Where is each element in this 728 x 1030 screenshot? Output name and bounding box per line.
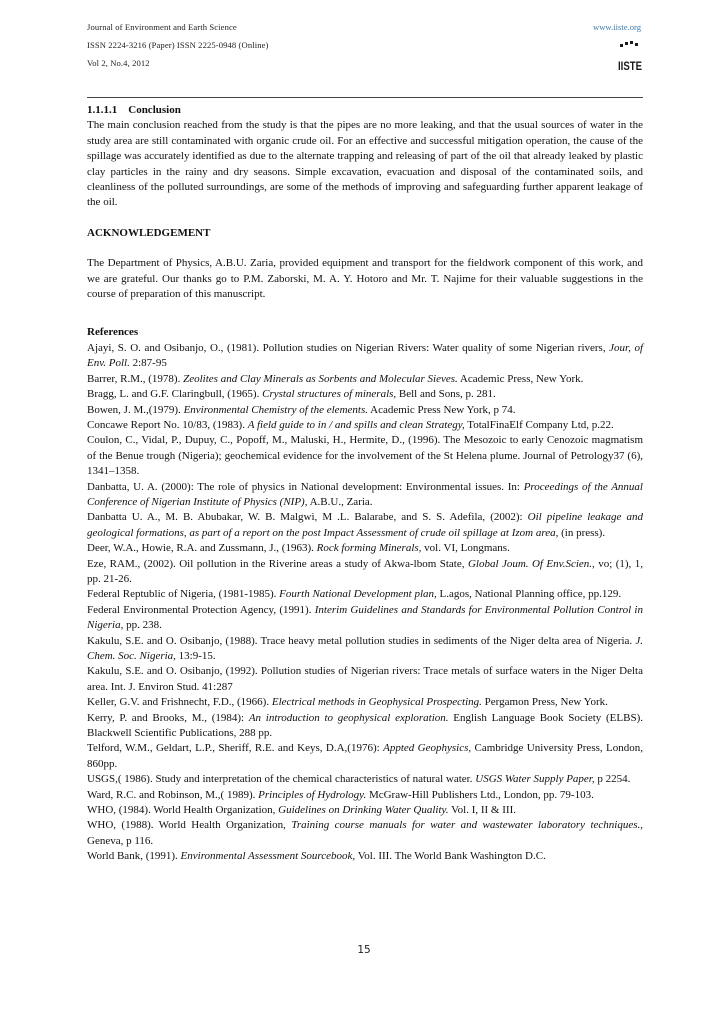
reference-source-title: Fourth National Development plan,: [279, 588, 437, 601]
header-rule: [87, 97, 643, 98]
reference-text: (in press).: [558, 526, 606, 539]
reference-source-title: Proceedings of the Annual Conference of Nigerian Institute of Physics (NIP),: [87, 480, 643, 508]
page-content: [87, 103, 643, 865]
reference-text: Kakulu, S.E. and O. Osibanjo, (1988). Trace heavy metal pollution studies in sediments of the Niger delta area of Nigeria.: [87, 634, 636, 647]
reference-entry: [87, 741, 643, 772]
reference-entry: [87, 587, 643, 602]
reference-text: Keller, G.V. and Frishnecht, F.D., (1966).: [87, 696, 272, 709]
reference-text: vol. VI, Longmans.: [421, 542, 510, 555]
reference-text: Ajayi, S. O. and Osibanjo, O., (1981). Pollution studies on Nigerian Rivers: Water quality of some Nigerian rivers,: [87, 341, 610, 354]
conclusion-body: The main conclusion reached from the study is that the pipes are no more leaking, and that the usual sources of water in the study area are still contaminated with organic crude oil. For an effective and successful mitigation operation, the cause of the spillage was accurately identified as due to the alternate trapping and releasing of part of the oil that already leaked by plastic clay particles in the rainy and dry seasons. Simple excavation, evacuation and disposal of the contaminated soils, and cleanliness of the polluted surroundings, are some of the methods of improving and safeguarding further apparent leakage of the oil.: [87, 119, 643, 209]
reference-text: 2:87-95: [129, 357, 167, 370]
reference-text: Geneva, p 116.: [87, 834, 154, 847]
reference-entry: [87, 711, 643, 742]
reference-entry: [87, 541, 643, 556]
reference-source-title: Global Joum. Of Env.Scien.,: [467, 557, 595, 570]
reference-entry: [87, 403, 643, 418]
reference-entry: [87, 664, 643, 695]
section-number: 1.1.1.1: [87, 104, 118, 116]
reference-entry: [87, 788, 643, 803]
reference-text: English Language Book Society (ELBS). Blackwell Scientific Publications, 288 pp.: [87, 711, 643, 740]
issn-line: ISSN 2224-3216 (Paper) ISSN 2225-0948 (Online): [87, 40, 269, 50]
reference-source-title: Environmental Chemistry of the elements.: [183, 403, 368, 416]
reference-source-title: Oil pipeline leakage and geological formations, as part of a report on the post Impact Assessment of crude oil spillage at Izom area,: [87, 511, 643, 539]
conclusion-heading: [87, 103, 643, 118]
reference-source-title: A field guide to in / and spills and clean Strategy,: [247, 418, 465, 431]
reference-entry: [87, 433, 643, 479]
reference-entry: [87, 387, 643, 402]
page-number: 15: [357, 944, 371, 956]
reference-entry: [87, 603, 643, 634]
reference-text: Ward, R.C. and Robinson, M.,( 1989).: [87, 788, 259, 801]
reference-source-title: Jour, of Env. Poll.: [87, 341, 643, 370]
reference-text: Deer, W.A., Howie, R.A. and Zussmann, J., (1963).: [87, 542, 317, 555]
reference-source-title: Interim Guidelines and Standards for Environmental Pollution Control in Nigeria,: [87, 603, 643, 632]
reference-list: [87, 341, 643, 865]
reference-text: Kakulu, S.E. and O. Osibanjo, (1992). Pollution studies of Nigerian rivers: Trace metals of surface waters in the Niger Delta area. Int. J. Environ Stud. 41:287: [87, 665, 643, 693]
reference-source-title: Crystal structures of minerals,: [262, 388, 397, 401]
reference-text: Academic Press, New York.: [457, 372, 584, 385]
reference-entry: [87, 818, 643, 849]
reference-text: Federal Reptublic of Nigeria, (1981-1985).: [87, 588, 280, 601]
reference-entry: [87, 510, 643, 541]
reference-text: World Bank, (1991).: [87, 850, 181, 863]
reference-text: Coulon, C., Vidal, P., Dupuy, C., Popoff, M., Maluski, H., Hermite, D., (1996). The Mesozoic to early Cenozoic magmatism of the Benue trough (Nigeria); geochemical evidence for the involvement of the St Helena plume. Journal of Petrology37 (6), 1341–1358.: [87, 434, 643, 478]
reference-source-title: Rock forming Minerals,: [316, 542, 422, 555]
reference-text: vo; (1), 1, pp. 21-26.: [87, 557, 643, 585]
volume-line: Vol 2, No.4, 2012: [87, 58, 150, 68]
reference-entry: [87, 803, 643, 818]
reference-source-title: Zeolites and Clay Minerals as Sorbents and Molecular Sieves.: [183, 372, 458, 385]
running-header: [87, 18, 643, 86]
reference-entry: [87, 480, 643, 511]
reference-source-title: Principles of Hydrology.: [258, 788, 367, 801]
reference-entry: [87, 372, 643, 387]
reference-source-title: An introduction to geophysical exploration.: [248, 711, 449, 724]
reference-text: USGS,( 1986). Study and interpretation of the chemical characteristics of natural water.: [87, 773, 476, 786]
acknowledgement-body: The Department of Physics, A.B.U. Zaria, provided equipment and transport for the fieldwork component of this work, and we are grateful. Our thanks go to P.M. Zaborski, M. A. Y. Hotoro and Mr. T. Najime for their valuable suggestions in the course of preparation of this manuscript.: [87, 257, 643, 301]
journal-name: Journal of Environment and Earth Science: [87, 22, 237, 32]
iiste-logo: [617, 40, 643, 80]
reference-text: WHO, (1984). World Health Organization,: [87, 804, 279, 817]
reference-text: Bell and Sons, p. 281.: [396, 388, 496, 401]
reference-text: Telford, W.M., Geldart, L.P., Sheriff, R.E. and Keys, D.A,(1976):: [87, 742, 384, 755]
reference-text: TotalFinaElf Company Ltd, p.22.: [464, 418, 614, 431]
reference-text: Cambridge University Press, London, 860pp.: [87, 742, 644, 770]
journal-url-link[interactable]: www.iiste.org: [593, 22, 641, 32]
reference-source-title: Environmental Assessment Sourcebook,: [180, 850, 356, 863]
reference-text: Pergamon Press, New York.: [481, 696, 608, 709]
reference-entry: [87, 341, 643, 372]
reference-entry: [87, 695, 643, 710]
reference-text: Bragg, L. and G.F. Claringbull, (1965).: [87, 388, 263, 401]
acknowledgement-heading: ACKNOWLEDGEMENT: [87, 226, 211, 239]
reference-text: Eze, RAM., (2002). Oil pollution in the Riverine areas a study of Akwa-lbom State,: [87, 557, 468, 570]
reference-source-title: J. Chem. Soc. Nigeria,: [87, 634, 643, 662]
reference-text: A.B.U., Zaria.: [307, 495, 373, 508]
reference-source-title: Appted Geophysics,: [383, 742, 472, 755]
reference-entry: [87, 557, 643, 588]
reference-text: Vol. III. The World Bank Washington D.C.: [355, 850, 546, 863]
reference-text: Concawe Report No. 10/83, (1983).: [87, 418, 248, 431]
reference-source-title: Training course manuals for water and wastewater laboratory techniques.,: [291, 819, 643, 832]
reference-text: WHO, (1988). World Health Organization,: [87, 819, 292, 832]
reference-text: L.agos, National Planning office, pp.129.: [436, 588, 622, 601]
reference-text: Danbatta, U. A. (2000): The role of physics in National development: Environmental issues. In:: [87, 480, 524, 493]
reference-entry: [87, 772, 643, 787]
references-heading: References: [87, 326, 139, 339]
reference-text: Academic Press New York, p 74.: [367, 403, 516, 416]
reference-text: Bowen, J. M.,(1979).: [87, 403, 184, 416]
reference-source-title: Guidelines on Drinking Water Quality.: [278, 804, 449, 817]
svg-text:IISTE: IISTE: [618, 59, 642, 73]
section-title: Conclusion: [128, 104, 181, 116]
reference-entry: [87, 849, 643, 864]
reference-text: Federal Environmental Protection Agency, (1991).: [87, 603, 315, 616]
reference-text: p 2254.: [594, 773, 631, 786]
reference-source-title: USGS Water Supply Paper,: [475, 773, 595, 786]
reference-text: Vol. I, II & III.: [448, 804, 516, 817]
reference-text: Danbatta U. A., M. B. Abubakar, W. B. Malgwi, M .L. Balarabe, and S. S. Adefila, (2002):: [87, 511, 528, 524]
reference-text: Kerry, P. and Brooks, M., (1984):: [87, 711, 249, 724]
reference-entry: [87, 418, 643, 433]
reference-entry: [87, 634, 643, 665]
reference-text: Barrer, R.M., (1978).: [87, 372, 184, 385]
reference-text: McGraw-Hill Publishers Ltd., London, pp. 79-103.: [366, 788, 594, 801]
reference-text: pp. 238.: [123, 619, 162, 632]
reference-source-title: Electrical methods in Geophysical Prospecting.: [271, 696, 482, 709]
reference-text: 13:9-15.: [175, 650, 216, 662]
